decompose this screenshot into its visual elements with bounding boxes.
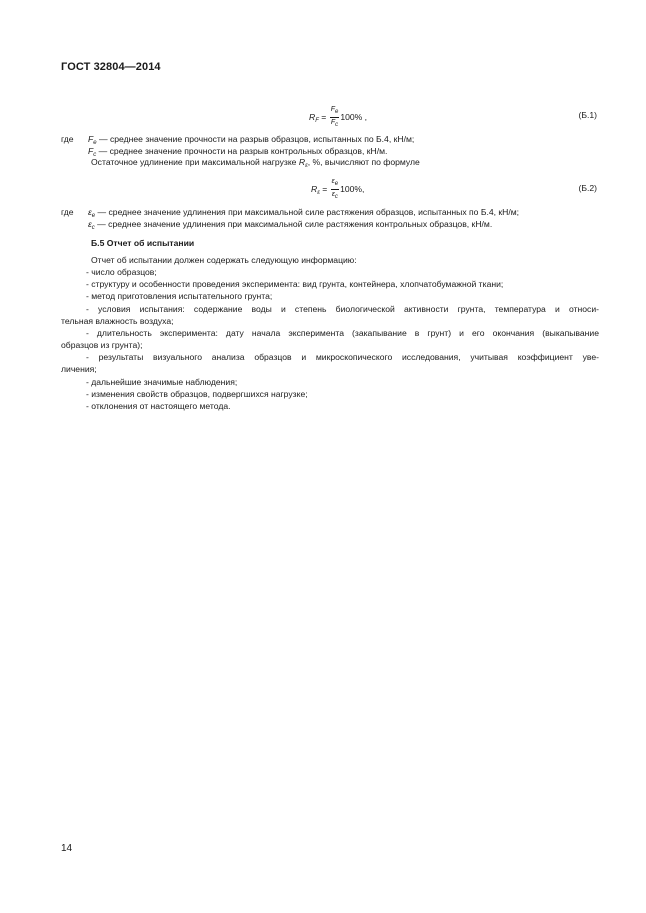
where2-line1-sub: e (91, 213, 96, 219)
formula-b1-eq: = (318, 111, 329, 122)
list-item-continuation: тельная влажность воздуха; (61, 316, 174, 326)
formula-b2-lhs: R (311, 183, 318, 194)
where1-label: где (61, 134, 74, 144)
list-item: - результаты визуального анализа образцов и микроскопического исследования, учитывая коэффициент уве- (86, 352, 599, 362)
list-item: - длительность эксперимента: дату начала эксперимента (закапывание в грунт) и его окончания (выкапывание (86, 328, 599, 338)
intro2-pre: Остаточное удлинение при максимальной нагрузке (91, 157, 299, 167)
where2-line2 (88, 219, 492, 235)
formula-b1-number: (Б.1) (578, 110, 597, 120)
formula-b2-number: (Б.2) (578, 183, 597, 193)
formula-b2-num: ε (331, 178, 335, 185)
where2-line2-text: — среднее значение удлинения при максимальной силе растяжения контрольных образцов, кН/м. (94, 219, 493, 229)
formula-b2-den-sub: c (334, 194, 338, 200)
formula-b1-num: F (330, 106, 335, 113)
where2-line1-text: — среднее значение удлинения при максимальной силе растяжения образцов, испытанных по Б.4, кН/м; (95, 207, 520, 217)
list-item: - отклонения от настоящего метода. (86, 401, 231, 411)
where1-line1-text: — среднее значение прочности на разрыв образцов, испытанных по Б.4, кН/м; (96, 134, 415, 144)
where1-line2-sym: F (88, 146, 94, 156)
formula-b1 (309, 106, 367, 129)
formula-b1-lhs: R (309, 111, 316, 122)
where2-line2-sub: c (91, 225, 95, 231)
where1-line2-text: — среднее значение прочности на разрыв контрольных образцов, кН/м. (96, 146, 388, 156)
formula-b2-num-sub: e (334, 181, 339, 187)
where1-line1-sub: e (93, 140, 97, 146)
document-header: ГОСТ 32804—2014 (61, 61, 161, 73)
formula-b1-num-sub: e (334, 109, 339, 115)
formula-b2-fraction (331, 178, 339, 201)
where1-line1-sym: F (88, 134, 94, 144)
list-item: - изменения свойств образцов, подвергшихся нагрузке; (86, 389, 308, 399)
formula-b2-den: ε (331, 191, 335, 198)
formula-b2-lhs-sub: ε (317, 189, 320, 196)
page-number: 14 (61, 843, 73, 854)
list-item: - число образцов; (86, 267, 157, 277)
formula-b2-tail: 100%, (340, 183, 365, 194)
report-intro: Отчет об испытании должен содержать следующую информацию: (91, 255, 357, 265)
list-item-continuation: личения; (61, 364, 97, 374)
where1-line2-sub: c (93, 152, 97, 158)
list-item: - дальнейшие значимые наблюдения; (86, 377, 238, 387)
formula-b1-den-sub: c (335, 122, 339, 128)
where2-line1-sym: ε (88, 207, 92, 217)
list-item-continuation: образцов из грунта); (61, 340, 143, 350)
section-title: Б.5 Отчет об испытании (91, 238, 195, 248)
formula-b1-tail: 100% , (340, 111, 368, 122)
formula-b1-fraction (330, 106, 340, 129)
list-item: - условия испытания: содержание воды и степень биологической активности грунта, температура и относи- (86, 304, 599, 314)
list-item: - метод приготовления испытательного грунта; (86, 291, 273, 301)
intro-paragraph-2 (91, 157, 420, 173)
intro2-sym: R (298, 157, 306, 167)
formula-b2 (311, 178, 364, 201)
where2-label: где (61, 207, 74, 217)
where2-line2-sym: ε (88, 219, 92, 229)
formula-b1-den: F (330, 119, 336, 126)
formula-b2-eq: = (319, 183, 330, 194)
intro2-sub: ε (305, 163, 308, 169)
formula-b1-lhs-sub: F (315, 117, 319, 124)
list-item: - структуру и особенности проведения эксперимента: вид грунта, контейнера, хлопчатобумажной ткани; (86, 279, 504, 289)
intro2-post: , %, вычисляют по формуле (307, 157, 420, 167)
